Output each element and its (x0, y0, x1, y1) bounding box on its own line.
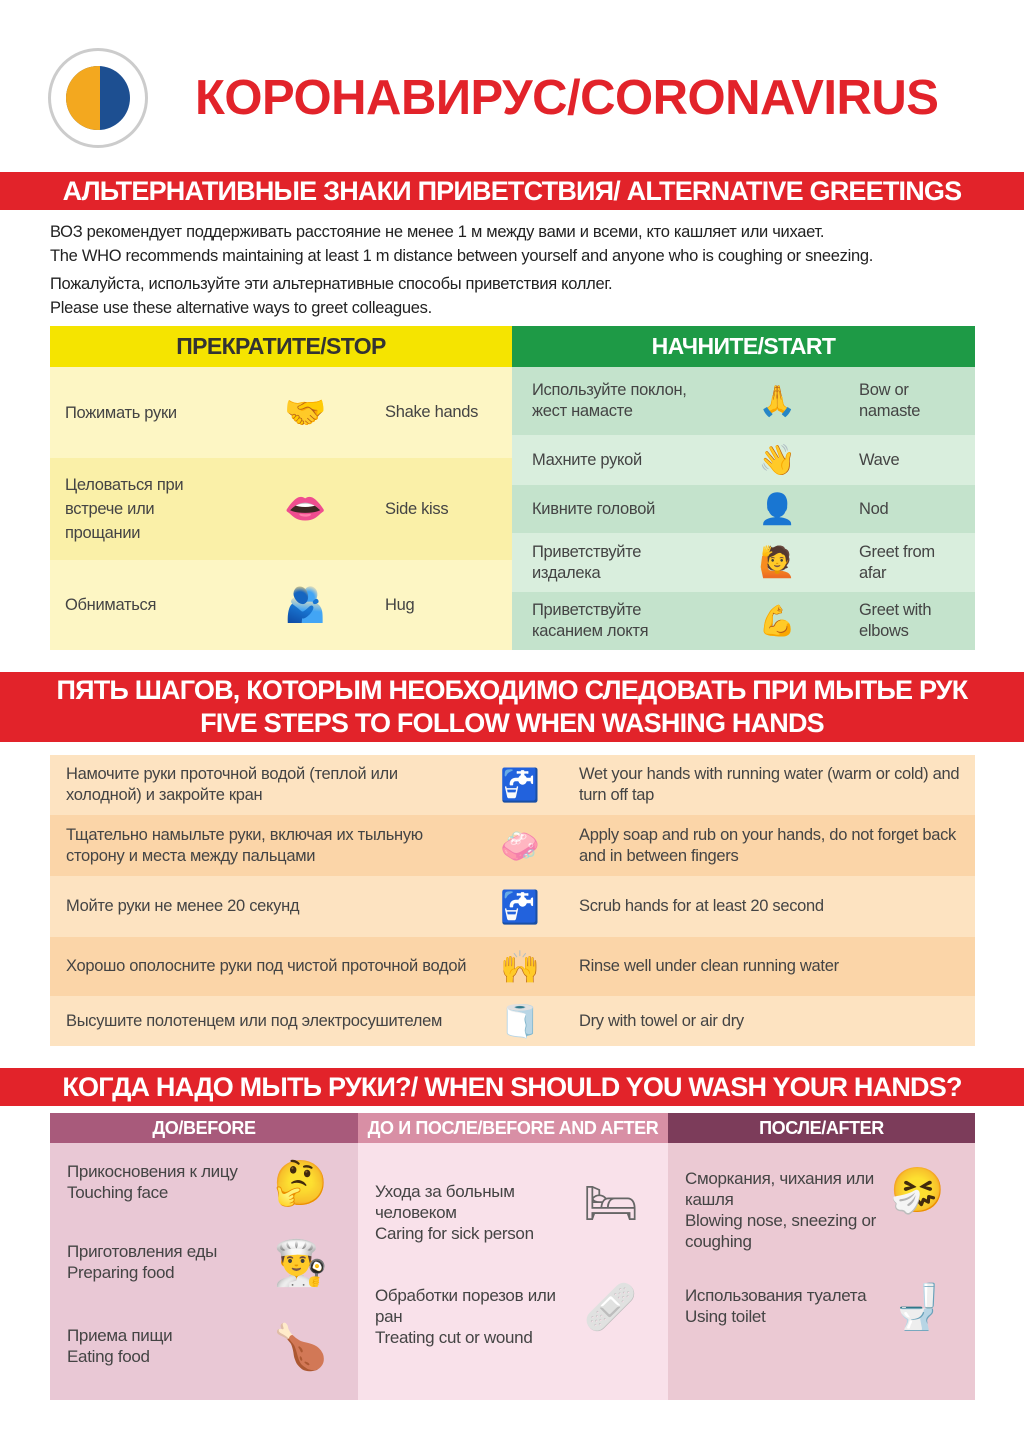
when-column-header: ДО И ПОСЛЕ/BEFORE AND AFTER (358, 1113, 668, 1143)
greet-afar-icon: 🙋 (758, 546, 796, 579)
wash-step (50, 996, 975, 1046)
wash-ru: Хорошо ополосните руки под чистой проточной водой (66, 957, 467, 975)
stop-row (50, 367, 512, 458)
greetings-band: АЛЬТЕРНАТИВНЫЕ ЗНАКИ ПРИВЕТСТВИЯ/ ALTERNATIVE GREETINGS (0, 172, 1024, 210)
cooking-icon: 👨‍🍳 (273, 1239, 328, 1288)
stop-row (50, 560, 512, 650)
when-item-en: Using toilet (685, 1307, 766, 1326)
start-en: Nod (859, 499, 889, 518)
when-item (67, 1241, 267, 1283)
wash-ru: Тщательно намыльте руки, включая их тыльную сторону и места между пальцами (66, 825, 423, 865)
start-row (512, 485, 975, 533)
intro-line: Пожалуйста, используйте эти альтернативные способы приветствия коллег. (50, 275, 613, 293)
wave-icon: 👋 (758, 443, 796, 477)
wash-ru: Намочите руки проточной водой (теплой или холодной) и закройте кран (66, 765, 398, 804)
page-title: КОРОНАВИРУС/CORONAVIRUS (195, 71, 939, 125)
when-item-en: Treating cut or wound (375, 1328, 533, 1347)
start-en: Greet with elbows (859, 601, 932, 640)
wash-step (50, 937, 975, 996)
wash-step (50, 876, 975, 937)
when-item-ru: Прикосновения к лицу (67, 1162, 238, 1181)
start-row (512, 435, 975, 485)
sakhalin-energy-logo (48, 48, 148, 148)
start-ru: Махните рукой (532, 450, 642, 469)
start-ru: Используйте поклон, жест намасте (532, 381, 687, 420)
when-column (668, 1113, 975, 1400)
start-ru: Приветствуйте издалека (532, 542, 642, 582)
stop-ru: Пожимать руки (65, 403, 177, 422)
wash-step (50, 755, 975, 815)
intro-line: ВОЗ рекомендует поддерживать расстояние не менее 1 м между вами и всеми, кто кашляет или чихает. (50, 223, 825, 241)
when-item (67, 1325, 267, 1367)
when-item-en: Touching face (67, 1183, 169, 1202)
when-band: КОГДА НАДО МЫТЬ РУКИ?/ WHEN SHOULD YOU WASH YOUR HANDS? (0, 1068, 1024, 1106)
start-header: НАЧНИТЕ/START (512, 326, 975, 367)
washing-band-ru: ПЯТЬ ШАГОВ, КОТОРЫМ НЕОБХОДИМО СЛЕДОВАТЬ ПРИ МЫТЬЕ РУК (56, 675, 968, 705)
when-item-ru: Приготовления еды (67, 1242, 218, 1261)
faucet-icon: 🚰 (500, 888, 540, 925)
when-item-en: Eating food (67, 1347, 150, 1366)
stop-row (50, 458, 512, 560)
start-en: Wave (859, 450, 900, 469)
wash-step (50, 815, 975, 876)
towel-icon: 🧻 (500, 1003, 540, 1039)
hug-icon: 🫂 (283, 586, 327, 624)
intro-line: The WHO recommends maintaining at least 1 m distance between yourself and anyone who is coughing or sneezing. (50, 247, 874, 265)
when-item-ru: Использования туалета (685, 1286, 867, 1305)
when-column-header: ДО/BEFORE (50, 1113, 358, 1143)
touch-face-icon: 🤔 (273, 1159, 328, 1208)
start-en: Bow or namaste (859, 381, 921, 420)
nod-icon: 👤 (758, 492, 796, 526)
sick-person-icon: 🛏 (583, 1179, 639, 1228)
when-item (685, 1285, 885, 1327)
start-en: Greet from afar (859, 542, 935, 582)
elbow-icon: 💪 (758, 604, 796, 638)
intro-line: Please use these alternative ways to greet colleagues. (50, 299, 432, 317)
start-ru: Приветствуйте касанием локтя (532, 601, 649, 640)
when-item-en: Blowing nose, sneezing or coughing (685, 1211, 876, 1251)
when-item (67, 1161, 267, 1203)
start-ru: Кивните головой (532, 499, 655, 518)
stop-en: Hug (385, 595, 415, 614)
stop-header: ПРЕКРАТИТЕ/STOP (50, 326, 512, 367)
when-item-en: Preparing food (67, 1263, 175, 1282)
wash-ru: Высушите полотенцем или под электросушителем (66, 1011, 443, 1030)
when-column (358, 1113, 668, 1400)
wash-en: Apply soap and rub on your hands, do not forget back and in between fingers (579, 825, 957, 865)
lips-icon: 👄 (283, 490, 327, 528)
wash-ru: Мойте руки не менее 20 секунд (66, 897, 300, 915)
start-row (512, 367, 975, 435)
soap-hands-icon: 🧼 (500, 827, 540, 864)
handshake-icon: 🤝 (283, 393, 327, 432)
food-icon: 🍗 (273, 1323, 328, 1372)
when-item-en: Caring for sick person (375, 1224, 534, 1243)
stop-en: Side kiss (385, 499, 449, 518)
faucet-icon: 🚰 (500, 767, 540, 803)
toilet-icon: 🚽 (890, 1283, 945, 1332)
washing-band (0, 672, 1024, 742)
when-column (50, 1113, 358, 1400)
when-item-ru: Приема пищи (67, 1326, 173, 1345)
stop-ru: Целоваться при встрече или прощании (65, 476, 184, 542)
rinse-hands-icon: 🙌 (500, 948, 540, 985)
when-item (375, 1285, 575, 1348)
washing-band-en: FIVE STEPS TO FOLLOW WHEN WASHING HANDS (200, 708, 824, 738)
when-column-header: ПОСЛЕ/AFTER (668, 1113, 975, 1143)
bandage-icon: 🩹 (583, 1283, 638, 1332)
wash-en: Scrub hands for at least 20 second (579, 897, 824, 915)
when-table (50, 1113, 975, 1400)
start-row (512, 592, 975, 650)
when-item-ru: Обработки порезов или ран (375, 1286, 556, 1326)
wash-en: Rinse well under clean running water (579, 957, 839, 975)
stop-ru: Обниматься (65, 596, 157, 614)
washing-table (50, 755, 975, 1046)
sneeze-icon: 🤧 (890, 1166, 945, 1215)
when-item-ru: Сморкания, чихания или кашля (685, 1169, 874, 1209)
when-item (375, 1181, 575, 1244)
namaste-icon: 🙏 (758, 384, 796, 418)
start-row (512, 533, 975, 592)
when-item-ru: Ухода за больным человеком (375, 1182, 515, 1222)
wash-en: Wet your hands with running water (warm or cold) and turn off tap (579, 765, 960, 804)
stop-en: Shake hands (385, 403, 479, 421)
greetings-table (50, 326, 975, 650)
when-item (685, 1168, 885, 1252)
wash-en: Dry with towel or air dry (579, 1011, 744, 1030)
